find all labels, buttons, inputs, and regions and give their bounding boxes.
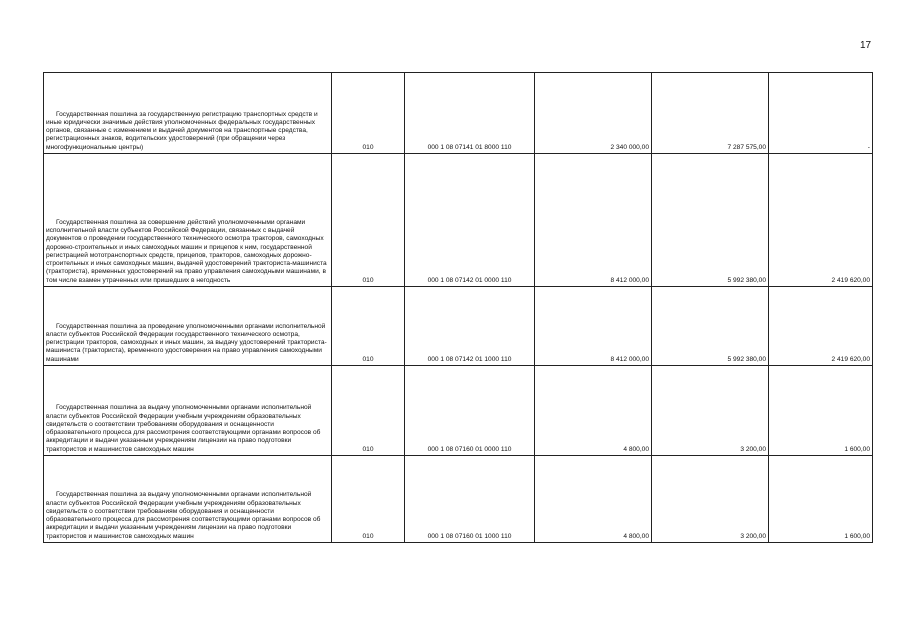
budget-code-cell: 000 1 08 07142 01 1000 110 xyxy=(405,287,535,366)
table-row xyxy=(44,287,873,366)
table-row xyxy=(44,366,873,456)
executed-amount-cell: 7 287 575,00 xyxy=(652,73,769,154)
unexecuted-amount-cell: 2 419 620,00 xyxy=(769,287,873,366)
line-code-cell: 010 xyxy=(332,73,405,154)
unexecuted-amount-cell: - xyxy=(769,73,873,154)
row-description: Государственная пошлина за выдачу уполномоченными органами исполнительной власти субъектов Российской Федерации учебным учреждениям образовательных свидетельств о соответствии требованиям оборудования и оснащенности образовательного процесса для рассмотрения соответствующими органами вопросов об аккредитации и выдачи указанным учреждениям лицензии на право подготовки трактористов и машинистов самоходных машин xyxy=(44,366,332,456)
budget-code-cell: 000 1 08 07160 01 0000 110 xyxy=(405,366,535,456)
table-row xyxy=(44,73,873,154)
approved-amount-cell: 8 412 000,00 xyxy=(535,154,652,287)
budget-code-cell: 000 1 08 07160 01 1000 110 xyxy=(405,456,535,543)
budget-code-cell: 000 1 08 07142 01 0000 110 xyxy=(405,154,535,287)
revenue-table xyxy=(43,72,873,543)
line-code-cell: 010 xyxy=(332,287,405,366)
line-code-cell: 010 xyxy=(332,154,405,287)
approved-amount-cell: 4 800,00 xyxy=(535,456,652,543)
row-description: Государственная пошлина за выдачу уполномоченными органами исполнительной власти субъектов Российской Федерации учебным учреждениям образовательных свидетельств о соответствии требованиям оборудования и оснащенности образовательного процесса для рассмотрения соответствующими органами вопросов об аккредитации и выдачи указанным учреждениям лицензии на право подготовки трактористов и машинистов самоходных машин xyxy=(44,456,332,543)
line-code-cell: 010 xyxy=(332,456,405,543)
budget-code-cell: 000 1 08 07141 01 8000 110 xyxy=(405,73,535,154)
executed-amount-cell: 3 200,00 xyxy=(652,456,769,543)
unexecuted-amount-cell: 2 419 620,00 xyxy=(769,154,873,287)
approved-amount-cell: 4 800,00 xyxy=(535,366,652,456)
table-row xyxy=(44,456,873,543)
executed-amount-cell: 3 200,00 xyxy=(652,366,769,456)
row-description: Государственная пошлина за государственную регистрацию транспортных средств и иные юридически значимые действия уполномоченных федеральных государственных органов, связанные с изменением и выдачей документов на транспортные средства, регистрационных знаков, водительских удостоверений (при обращении через многофункциональные центры) xyxy=(44,73,332,154)
unexecuted-amount-cell: 1 600,00 xyxy=(769,456,873,543)
table-row xyxy=(44,154,873,287)
executed-amount-cell: 5 992 380,00 xyxy=(652,154,769,287)
approved-amount-cell: 2 340 000,00 xyxy=(535,73,652,154)
page-number: 17 xyxy=(860,40,872,51)
approved-amount-cell: 8 412 000,00 xyxy=(535,287,652,366)
row-description: Государственная пошлина за проведение уполномоченными органами исполнительной власти субъектов Российской Федерации государственного технического осмотра, регистрации тракторов, самоходных и иных машин, за выдачу удостоверений тракториста-машиниста (тракториста), временного удостоверения на право управления самоходными машинами xyxy=(44,287,332,366)
row-description: Государственная пошлина за совершение действий уполномоченными органами исполнительной власти субъектов Российской Федерации, связанных с выдачей документов о проведении государственного технического осмотра тракторов, самоходных дорожно-строительных и иных самоходных машин и прицепов к ним, государственной регистрацией мототранспортных средств, прицепов, тракторов, самоходных дорожно-строительных и иных самоходных машин, выдачей удостоверений тракториста-машиниста (тракториста), временных удостоверений на право управления самоходными машинами, в том числе взамен утраченных или пришедших в негодность xyxy=(44,154,332,287)
unexecuted-amount-cell: 1 600,00 xyxy=(769,366,873,456)
executed-amount-cell: 5 992 380,00 xyxy=(652,287,769,366)
line-code-cell: 010 xyxy=(332,366,405,456)
